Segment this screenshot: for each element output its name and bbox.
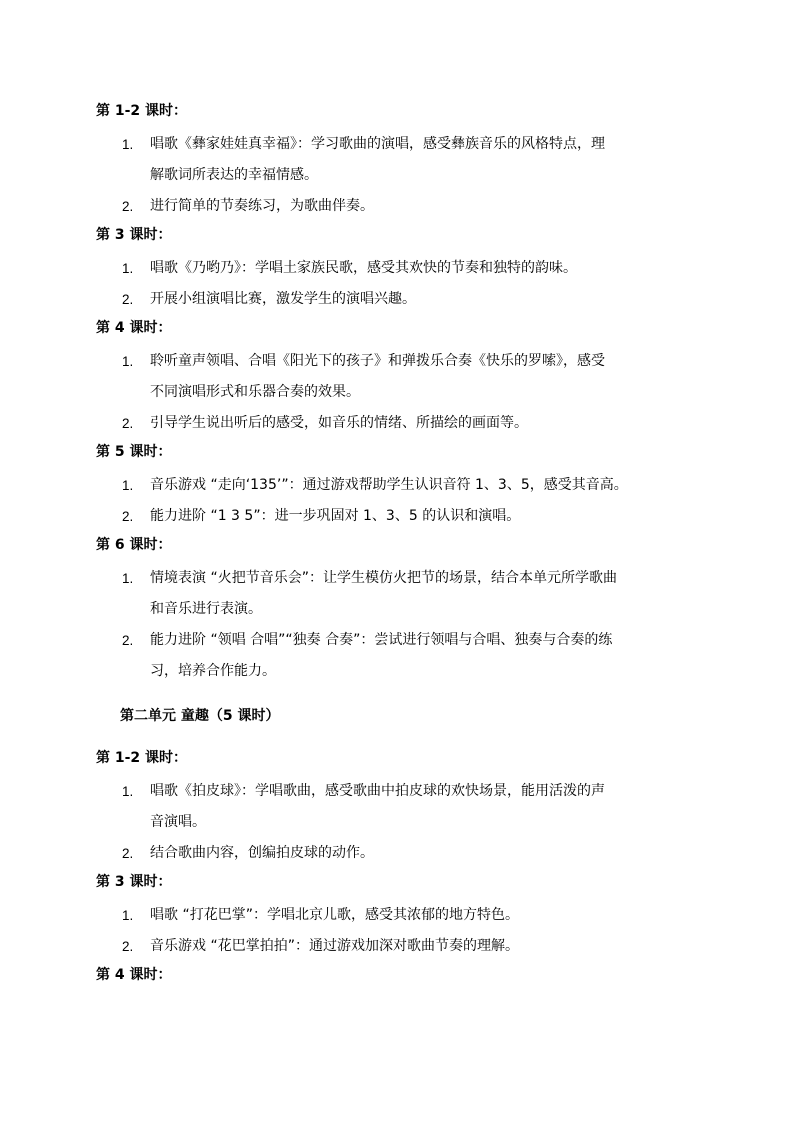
list-item-text: 唱歌《乃哟乃》：学唱土家族民歌，感受其欢快的节奏和独特的韵味。 xyxy=(150,260,577,276)
list-item-text: 能力进阶 “1 3 5”：进一步巩固对 1、3、5 的认识和演唱。 xyxy=(150,508,521,524)
list-item xyxy=(96,838,686,869)
lesson-heading: 第 1-2 课时： xyxy=(96,750,188,766)
lesson-heading: 第 3 课时： xyxy=(96,227,172,243)
list-item-text: 和音乐进行表演。 xyxy=(150,601,262,617)
list-number: 2. xyxy=(122,939,134,954)
list-item-text: 习，培养合作能力。 xyxy=(150,663,276,679)
list-number: 1. xyxy=(122,478,134,493)
list-number: 1. xyxy=(122,137,134,152)
list-item-text: 唱歌 “打花巴掌”：学唱北京儿歌，感受其浓郁的地方特色。 xyxy=(150,907,519,923)
list-item xyxy=(96,625,686,687)
list-number: 1. xyxy=(122,784,134,799)
list-item xyxy=(96,776,686,838)
lesson-heading: 第 3 课时： xyxy=(96,874,172,890)
list-number: 1. xyxy=(122,571,134,586)
list-item xyxy=(96,470,686,501)
list-item-text: 引导学生说出听后的感受，如音乐的情绪、所描绘的画面等。 xyxy=(150,415,528,431)
list-item xyxy=(96,501,686,532)
list-item xyxy=(96,191,686,222)
list-number: 1. xyxy=(122,261,134,276)
list-item xyxy=(96,346,686,408)
lesson-heading: 第 6 课时： xyxy=(96,537,172,553)
list-number: 1. xyxy=(122,354,134,369)
list-item-text: 进行简单的节奏练习，为歌曲伴奏。 xyxy=(150,198,374,214)
list-item-text: 不同演唱形式和乐器合奏的效果。 xyxy=(150,384,360,400)
list-item-text: 开展小组演唱比赛，激发学生的演唱兴趣。 xyxy=(150,291,416,307)
list-number: 2. xyxy=(122,199,134,214)
list-item xyxy=(96,900,686,931)
unit-title: 第二单元 童趣（5 课时） xyxy=(120,708,280,724)
list-number: 2. xyxy=(122,846,134,861)
lesson-heading: 第 4 课时： xyxy=(96,967,172,983)
list-item-text: 聆听童声领唱、合唱《阳光下的孩子》和弹拨乐合奏《快乐的罗嗦》，感受 xyxy=(150,353,605,369)
list-item xyxy=(96,284,686,315)
list-item xyxy=(96,253,686,284)
list-item-text: 解歌词所表达的幸福情感。 xyxy=(150,167,318,183)
lesson-heading: 第 1-2 课时： xyxy=(96,103,188,119)
list-item-text: 情境表演 “火把节音乐会”：让学生模仿火把节的场景，结合本单元所学歌曲 xyxy=(150,570,617,586)
list-item-text: 能力进阶 “领唱 合唱”“独奏 合奏”：尝试进行领唱与合唱、独奏与合奏的练 xyxy=(150,632,613,648)
list-number: 1. xyxy=(122,908,134,923)
lesson-heading: 第 4 课时： xyxy=(96,320,172,336)
list-number: 2. xyxy=(122,509,134,524)
list-number: 2. xyxy=(122,292,134,307)
lesson-heading: 第 5 课时： xyxy=(96,444,172,460)
document-body xyxy=(96,98,686,993)
list-item xyxy=(96,563,686,625)
list-item-text: 唱歌《彝家娃娃真幸福》：学习歌曲的演唱，感受彝族音乐的风格特点，理 xyxy=(150,136,605,152)
list-item xyxy=(96,129,686,191)
list-item-text: 音乐游戏 “走向‘135’”：通过游戏帮助学生认识音符 1、3、5，感受其音高。 xyxy=(150,477,628,493)
list-item-text: 唱歌《拍皮球》：学唱歌曲，感受歌曲中拍皮球的欢快场景，能用活泼的声 xyxy=(150,783,605,799)
list-number: 2. xyxy=(122,633,134,648)
list-item-text: 结合歌曲内容，创编拍皮球的动作。 xyxy=(150,845,374,861)
list-number: 2. xyxy=(122,416,134,431)
list-item-text: 音演唱。 xyxy=(150,814,206,830)
list-item-text: 音乐游戏 “花巴掌拍拍”：通过游戏加深对歌曲节奏的理解。 xyxy=(150,938,519,954)
list-item xyxy=(96,408,686,439)
list-item xyxy=(96,931,686,962)
